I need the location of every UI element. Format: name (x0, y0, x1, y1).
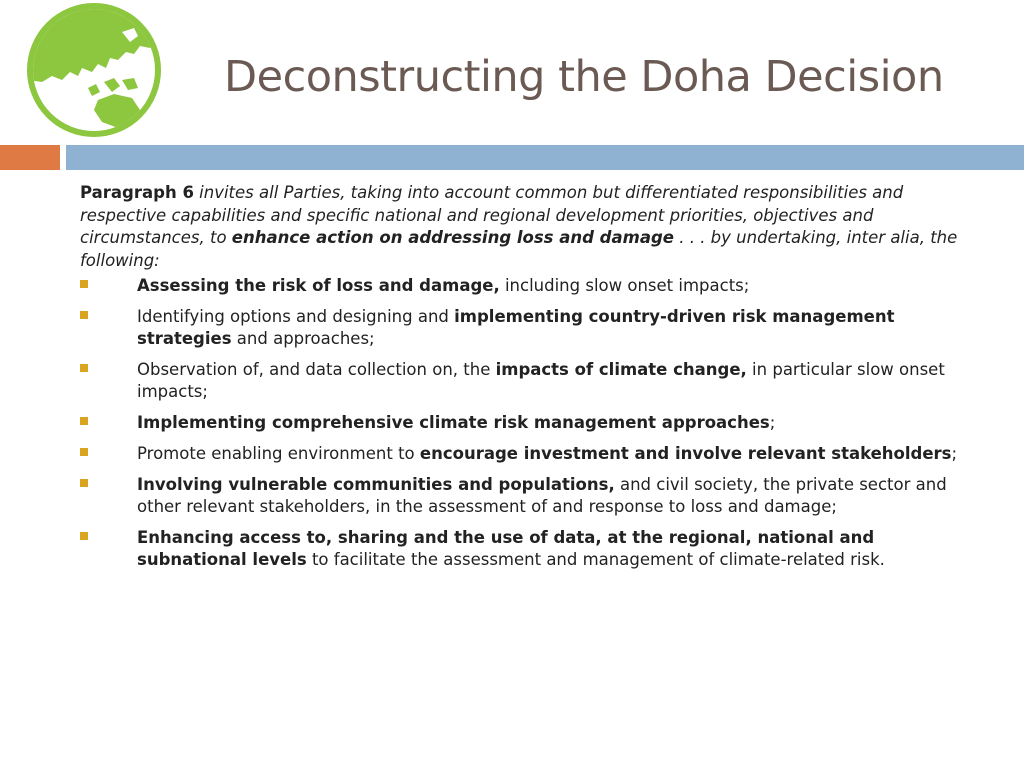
square-bullet-icon (80, 448, 88, 456)
list-item (80, 412, 960, 434)
square-bullet-icon (80, 532, 88, 540)
intro-paragraph (80, 182, 960, 272)
bullet-text-bold: Implementing comprehensive climate risk management approaches (137, 413, 770, 432)
bullet-text-post: ; (769, 413, 776, 432)
intro-emphasis: enhance action on addressing loss and damage (231, 228, 674, 247)
page-title: Deconstructing the Doha Decision (224, 52, 944, 102)
bullet-list (80, 275, 960, 571)
bullet-text-bold: Assessing the risk of loss and damage, (137, 276, 500, 295)
list-item (80, 474, 960, 518)
square-bullet-icon (80, 479, 88, 487)
list-item (80, 275, 960, 297)
bullet-text-bold: Enhancing access to, sharing and the use of data, at the regional, national and subnational levels (137, 528, 875, 569)
accent-bar-blue (66, 145, 1024, 170)
bullet-text-bold: impacts of climate change, (495, 360, 747, 379)
bullet-text-post: in particular slow onset impacts; (137, 360, 945, 401)
list-item (80, 443, 960, 465)
intro-text-1: invites all Parties, taking into account common but differentiated responsibilities and respective capabilities and specific national and regional development priorities, objectives and circumstances, to (80, 183, 904, 247)
bullet-text-pre: Promote enabling environment to (137, 444, 420, 463)
intro-text-2: . . . by undertaking, inter alia, the following: (80, 228, 958, 270)
square-bullet-icon (80, 364, 88, 372)
bullet-text-post: and civil society, the private sector and other relevant stakeholders, in the assessment of and response to loss and damage; (137, 475, 947, 516)
accent-bar-orange (0, 145, 60, 170)
bullet-text-post: and approaches; (231, 329, 375, 348)
list-item (80, 306, 960, 350)
list-item (80, 359, 960, 403)
bullet-text-pre: Observation of, and data collection on, the (137, 360, 496, 379)
bullet-text-post: ; (951, 444, 958, 463)
globe-icon (22, 2, 168, 138)
list-item (80, 527, 960, 571)
bullet-text-post: to facilitate the assessment and management of climate-related risk. (306, 550, 885, 569)
bullet-text-bold: implementing country-driven risk management strategies (137, 307, 895, 348)
square-bullet-icon (80, 311, 88, 319)
bullet-text-post: including slow onset impacts; (499, 276, 750, 295)
bullet-text-bold: Involving vulnerable communities and populations, (137, 475, 615, 494)
bullet-text-pre: Identifying options and designing and (137, 307, 455, 326)
square-bullet-icon (80, 417, 88, 425)
square-bullet-icon (80, 280, 88, 288)
bullet-text-bold: encourage investment and involve relevant stakeholders (419, 444, 952, 463)
slide-body (80, 182, 960, 580)
intro-lead: Paragraph 6 (80, 183, 194, 202)
